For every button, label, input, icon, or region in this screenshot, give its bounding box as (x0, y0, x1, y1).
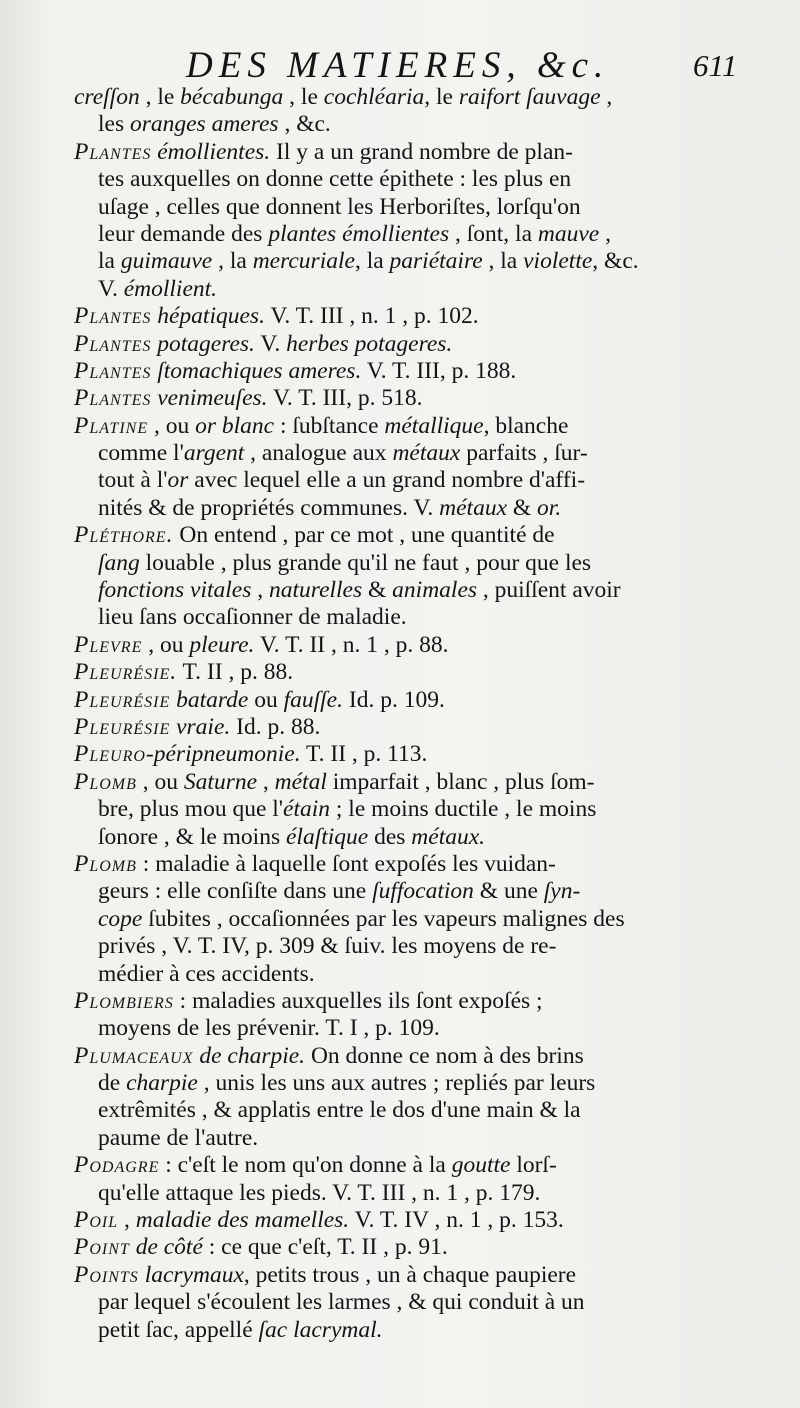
text-run: charpie (126, 1070, 198, 1097)
text-line (74, 358, 774, 385)
text-run: parfaits , ſur- (460, 440, 588, 467)
headword: Plantes (74, 385, 152, 412)
text-run: des (368, 823, 412, 850)
text-line (74, 988, 774, 1015)
headword: Plantes (74, 357, 152, 384)
headword: Plomb (74, 768, 137, 795)
text-run: leur demande des (98, 220, 269, 247)
running-title: DES MATIERES, &c. (186, 45, 610, 86)
text-run: V. (98, 275, 124, 302)
text-run: , petits trous , un à chaque paupiere (243, 1261, 577, 1288)
index-entry (74, 1207, 774, 1234)
text-run: paume de l'autre. (98, 1124, 259, 1151)
headword: Pleurésie (74, 686, 171, 713)
text-run: : ce que c'eſt, T. II , p. 91. (202, 1234, 448, 1261)
text-run: métaux. (411, 823, 486, 850)
text-run: fonctions vitales (98, 577, 252, 604)
index-entry (74, 714, 774, 741)
text-run: : maladies auxquelles ils ſont expoſés ; (173, 987, 543, 1014)
text-run: & (507, 494, 538, 521)
text-run: or (167, 467, 189, 494)
text-run: , la (482, 248, 524, 275)
text-line (74, 276, 774, 303)
text-run: Id. p. 88. (230, 713, 321, 740)
text-line (74, 303, 774, 330)
text-run: V. T. II , n. 1 , p. 88. (254, 631, 449, 658)
index-entry (74, 851, 774, 988)
index-entry (74, 1043, 774, 1153)
text-line (74, 687, 774, 714)
text-run: : c'eſt le nom qu'on donne à la (159, 1152, 452, 1179)
text-run: métal (274, 768, 327, 795)
text-run: ſyn- (543, 878, 581, 905)
text-run: hépatiques. (151, 303, 265, 330)
text-run: : ſubſtance (274, 412, 385, 439)
text-line (74, 221, 774, 248)
text-run: cochléaria (323, 84, 425, 110)
text-run: cope (98, 905, 143, 932)
text-line (74, 741, 774, 768)
text-run: de charpie. (193, 1042, 306, 1069)
text-line (74, 933, 774, 960)
text-run: métallique (384, 412, 484, 439)
headword: Pleuro (74, 741, 146, 768)
headword: Plomb (74, 850, 137, 877)
text-run: On donne ce nom à des brins (305, 1042, 584, 1069)
text-run: par lequel s'écoulent les larmes , & qui conduit à un (98, 1289, 585, 1316)
text-run: lacrymaux (138, 1261, 244, 1288)
text-line (74, 1180, 774, 1207)
text-line (74, 248, 774, 275)
text-run: , le (139, 84, 181, 110)
index-entry (74, 1262, 774, 1344)
text-line (74, 906, 774, 933)
text-line (74, 467, 774, 494)
text-line (74, 1234, 774, 1261)
index-entry (74, 84, 774, 139)
text-run: , (118, 1207, 136, 1234)
text-run: , puiſſent avoir (477, 577, 621, 604)
text-run: les (98, 111, 130, 138)
text-run: , le (424, 84, 459, 110)
text-run: louable , plus grande qu'il ne faut , pour que les (139, 549, 592, 576)
text-run: , blanche (483, 412, 569, 439)
text-run: petit ſac, appellé (98, 1316, 259, 1343)
headword: Plantes (74, 330, 152, 357)
text-run: étain (283, 796, 331, 823)
text-run: tout à l' (98, 467, 168, 494)
index-entry (74, 769, 774, 851)
text-run: or blanc (195, 412, 275, 439)
text-run: pariétaire (389, 248, 483, 275)
index-entry (74, 385, 774, 412)
text-run: nités & de propriétés communes. V. (98, 494, 440, 521)
headword: Pleurésie (74, 713, 171, 740)
text-line (74, 1289, 774, 1316)
text-run: batarde (170, 686, 249, 713)
text-run: argent (183, 440, 245, 467)
text-run: fauſſe. (283, 686, 343, 713)
text-run: , (257, 768, 275, 795)
text-run: , (599, 220, 611, 247)
text-run: avec lequel elle a un grand nombre d'affi- (188, 467, 586, 494)
text-line (74, 769, 774, 796)
text-run: violette (523, 248, 593, 275)
text-run: ou (248, 686, 284, 713)
text-run: extrêmités , & applatis entre le dos d'une main & la (98, 1097, 581, 1124)
headword: Plantes (74, 303, 152, 330)
text-line (74, 1152, 774, 1179)
index-entry (74, 632, 774, 659)
text-run: , (251, 577, 270, 604)
text-run: & (362, 577, 393, 604)
text-run: creſſon (74, 84, 140, 110)
headword: Poil (74, 1207, 119, 1234)
text-run: mercuriale (252, 248, 355, 275)
text-run: V. T. IV , n. 1 , p. 153. (349, 1207, 564, 1234)
text-run: bécabunga (180, 84, 284, 110)
headword: Points (74, 1261, 139, 1288)
headword: Point (74, 1234, 130, 1261)
text-run: émollientes. (151, 138, 271, 165)
text-run: maladie des mamelles. (135, 1207, 350, 1234)
text-line (74, 878, 774, 905)
text-run: V. T. III , n. 1 , p. 102. (264, 303, 479, 330)
headword: Plumaceaux (74, 1042, 194, 1069)
text-run: , ou (148, 412, 196, 439)
text-line (74, 796, 774, 823)
text-run: ſtomachiques ameres. (151, 357, 362, 384)
index-entry (74, 1152, 774, 1207)
headword: Pléthore. (74, 522, 174, 549)
text-run: lorſ- (510, 1152, 557, 1179)
text-line (74, 1207, 774, 1234)
index-entry (74, 659, 774, 686)
text-run: , la (354, 248, 390, 275)
text-run: émollient. (123, 275, 218, 302)
index-entries (74, 84, 774, 1344)
text-line (74, 851, 774, 878)
text-run: métaux (392, 440, 461, 467)
text-run: Saturne (183, 768, 258, 795)
text-line (74, 961, 774, 988)
text-run: ſuffocation (372, 878, 474, 905)
text-run: tes auxquelles on donne cette épithete : les plus en (98, 166, 572, 193)
text-run: , &c. (592, 248, 639, 275)
text-run: V. T. III, p. 518. (267, 385, 423, 412)
text-run: geurs : elle conſiſte dans une (98, 878, 373, 905)
page-number: 611 (693, 48, 738, 83)
text-run: ſubites , occaſionnées par les vapeurs malignes des (142, 905, 625, 932)
text-run: , ou (136, 768, 184, 795)
text-run: ſac lacrymal. (258, 1316, 383, 1343)
text-run: T. II , p. 113. (300, 741, 428, 768)
text-line (74, 522, 774, 549)
headword: Plevre (74, 631, 143, 658)
text-line (74, 550, 774, 577)
text-run: potageres. (151, 330, 255, 357)
text-run: uſage , celles que donnent les Herboriſtes, lorſqu'on (98, 193, 581, 220)
text-line (74, 440, 774, 467)
page-header (0, 40, 800, 90)
text-line (74, 714, 774, 741)
index-entry (74, 687, 774, 714)
text-run: goutte (451, 1152, 511, 1179)
text-run: ſang (98, 549, 140, 576)
text-run: privés , V. T. IV, p. 309 & ſuiv. les moyens de re- (98, 933, 557, 960)
text-line (74, 659, 774, 686)
text-run: moyens de les prévenir. T. I , p. 109. (98, 1015, 440, 1042)
index-entry (74, 303, 774, 330)
index-entry (74, 1234, 774, 1261)
text-run: , ou (142, 631, 190, 658)
text-line (74, 385, 774, 412)
text-run: , le (283, 84, 324, 110)
text-run: venimeuſes. (151, 385, 268, 412)
text-run: plantes émollientes (268, 220, 450, 247)
headword: Platine (74, 412, 149, 439)
text-run: , (600, 84, 613, 110)
text-line (74, 413, 774, 440)
text-line (74, 824, 774, 851)
text-run: ſonore , & le moins (98, 823, 286, 850)
text-run: , ſont, la (449, 220, 538, 247)
text-line (74, 331, 774, 358)
text-run: On entend , par ce mot , une quantité de (173, 522, 555, 549)
text-run: lieu ſans occaſionner de maladie. (98, 604, 407, 631)
text-line (74, 1097, 774, 1124)
text-line (74, 84, 774, 111)
text-run: V. (254, 330, 287, 357)
text-run: : maladie à laquelle ſont expoſés les vuidan- (136, 850, 556, 877)
text-line (74, 1070, 774, 1097)
text-run: élaſtique (285, 823, 369, 850)
text-run: métaux (439, 494, 508, 521)
headword: Podagre (74, 1152, 160, 1179)
text-line (74, 1317, 774, 1344)
text-run: Il y a un grand nombre de plan- (270, 138, 573, 165)
headword: Plombiers (74, 987, 174, 1014)
index-entry (74, 988, 774, 1043)
text-run: de (98, 1070, 127, 1097)
text-run: comme l' (98, 440, 184, 467)
text-run: la (98, 248, 121, 275)
index-entry (74, 522, 774, 632)
text-run: oranges ameres (129, 111, 279, 138)
text-run: V. T. III, p. 188. (361, 357, 517, 384)
index-entry (74, 358, 774, 385)
text-run: raifort ſauvage (458, 84, 601, 110)
text-run: , unis les uns aux autres ; repliés par leurs (197, 1070, 596, 1097)
text-line (74, 577, 774, 604)
text-run: médier à ces accidents. (98, 960, 315, 987)
text-run: guimauve (120, 248, 213, 275)
text-run: bre, plus mou que l' (98, 796, 284, 823)
text-line (74, 632, 774, 659)
index-entry (74, 741, 774, 768)
text-line (74, 1043, 774, 1070)
text-run: mauve (537, 220, 600, 247)
text-run: ; le moins ductile , le moins (330, 796, 597, 823)
text-run: herbes potageres. (286, 330, 453, 357)
text-line (74, 194, 774, 221)
text-line (74, 139, 774, 166)
index-entry (74, 139, 774, 303)
text-run: , analogue aux (244, 440, 393, 467)
headword: Pleurésie. (74, 659, 178, 686)
text-run: de côté (129, 1234, 203, 1261)
text-line (74, 111, 774, 138)
text-line (74, 604, 774, 631)
text-run: , &c. (278, 111, 331, 138)
text-run: , la (212, 248, 253, 275)
text-run: animales (392, 577, 478, 604)
text-run: naturelles (269, 577, 363, 604)
text-run: T. II , p. 88. (177, 659, 294, 686)
text-run: or. (537, 494, 562, 521)
text-line (74, 495, 774, 522)
text-run: & une (473, 878, 544, 905)
text-line (74, 166, 774, 193)
text-line (74, 1262, 774, 1289)
text-run: vraie. (170, 713, 231, 740)
headword: Plantes (74, 138, 152, 165)
text-run: pleure. (189, 631, 255, 658)
index-entry (74, 331, 774, 358)
text-run: imparfait , blanc , plus ſom- (326, 768, 595, 795)
text-run: Id. p. 109. (343, 686, 445, 713)
text-line (74, 1015, 774, 1042)
index-entry (74, 413, 774, 523)
text-line (74, 1125, 774, 1152)
text-run: -péripneumonie. (145, 741, 301, 768)
text-run: qu'elle attaque les pieds. V. T. III , n. 1 , p. 179. (98, 1179, 541, 1206)
